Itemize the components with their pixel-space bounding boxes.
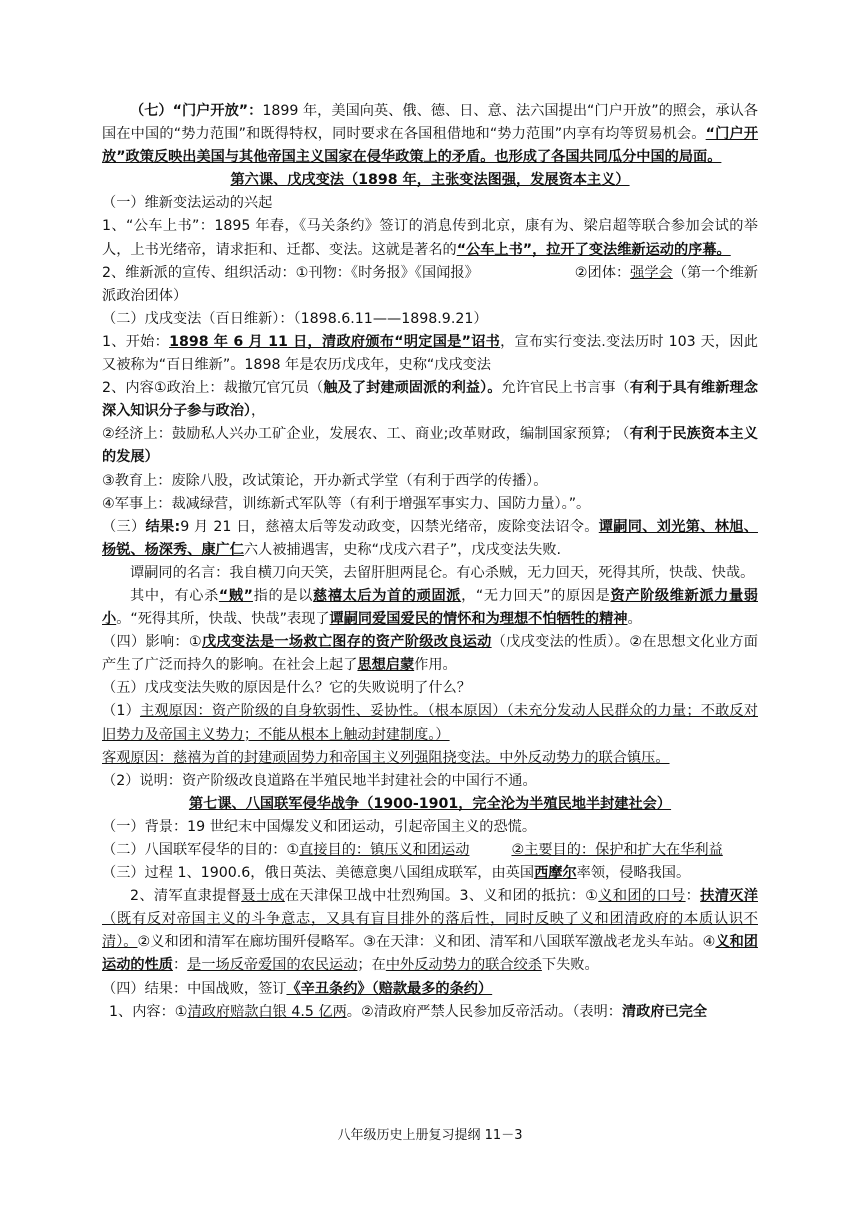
lesson-6-title: 第六课、戊戌变法（1898 年，主张变法图强，发展资本主义）: [230, 172, 630, 189]
paragraph: 1、开始：1898 年 6 月 11 日，清政府颁布“明定国是”诏书，宣布实行变法.变法历时 103 天，因此又被称为“百日维新”。1898 年是农历戊戌年，史称“戊戌变法: [102, 333, 758, 374]
section-open-door: （七）“门户开放”：1899 年，美国向英、俄、德、日、意、法六国提出“门户开放”的照会，承认各国在中国的“势力范围”和既得特权，同时要求在各国租借地和“势力范围”内享有均等贸易机会。“门户开放”政策反映出美国与其他帝国主义国家在侵华政策上的矛盾。也形成了各国共同瓜分中国的局面。: [102, 103, 759, 166]
paragraph: 其中，有心杀“贼”指的是以慈禧太后为首的顽固派，“无力回天”的原因是资产阶级维新派力量弱小。“死得其所，快哉、快哉”表现了谭嗣同爱国爱民的情怀和为理想不怕牺牲的精神。: [102, 587, 758, 628]
paragraph: ④军事上：裁减绿营，训练新式军队等（有利于增强军事实力、国防力量）。”。: [102, 495, 591, 512]
paragraph: 1、内容：①清政府赔款白银 4.5 亿两。②清政府严禁人民参加反帝活动。（表明：清政府已完全: [109, 1003, 708, 1020]
paragraph: 2、清军直隶提督聂士成在天津保卫战中壮烈殉国。3、义和团的抵抗：①义和团的口号：扶清灭洋（既有反对帝国主义的斗争意志，又具有盲目排外的落后性，同时反映了义和团清政府的本质认识不清）。②义和团和清军在廊坊围歼侵略军。③在天津：义和团、清军和八国联军激战老龙头车站。④义和团运动的性质：是一场反帝爱国的农民运动；在中外反动势力的联合绞杀下失败。: [102, 888, 758, 974]
paragraph: ③教育上：废除八股，改试策论，开办新式学堂（有利于西学的传播）。: [102, 472, 548, 489]
heading: （二）戊戌变法（百日维新）：（1898.6.11——1898.9.21）: [102, 310, 488, 327]
paragraph: （四）结果：中国战败，签订《辛丑条约》（赔款最多的条约）: [102, 980, 493, 997]
paragraph: 1、“公车上书”：1895 年春，《马关条约》签订的消息传到北京，康有为、梁启超等联合参加会试的举人，上书光绪帝，请求拒和、迁都、变法。这就是著名的“公车上书”，拉开了变法维新运动的序幕。: [102, 218, 758, 258]
heading: （一）维新变法运动的兴起: [102, 195, 273, 212]
lesson-7-title: 第七课、八国联军侵华战争（1900-1901，完全沦为半殖民地半封建社会）: [188, 795, 672, 812]
paragraph: 客观原因：慈禧为首的封建顽固势力和帝国主义列强阻挠变法。中外反动势力的联合镇压。: [102, 749, 670, 766]
paragraph: （2）说明：资产阶级改良道路在半殖民地半封建社会的中国行不通。: [102, 772, 537, 789]
paragraph: （一）背景：19 世纪末中国爆发义和团运动，引起帝国主义的恐慌。: [102, 818, 537, 835]
paragraph: （二）八国联军侵华的目的：①直接目的：镇压义和团运动 ②主要目的：保护和扩大在华利益: [102, 842, 723, 858]
paragraph: 谭嗣同的名言：我自横刀向天笑，去留肝胆两昆仑。有心杀贼，无力回天，死得其所，快哉、快哉。: [130, 564, 755, 581]
paragraph: 2、内容①政治上：裁撤冗官冗员（触及了封建顽固派的利益）。允许官民上书言事（有利于具有维新理念深入知识分子参与政治），: [102, 380, 758, 420]
page-footer: 八年级历史上册复习提纲 11－3: [337, 1128, 523, 1143]
paragraph: （四）影响：①戊戌变法是一场救亡图存的资产阶级改良运动（戊戌变法的性质）。②在思想文化业方面产生了广泛而持久的影响。在社会上起了思想启蒙作用。: [102, 634, 758, 674]
paragraph: ②经济上：鼓励私人兴办工矿企业，发展农、工、商业;改革财政，编制国家预算; （有利于民族资本主义的发展）: [102, 426, 758, 466]
paragraph: （三）结果:9 月 21 日，慈禧太后等发动政变，囚禁光绪帝，废除变法诏令。谭嗣同、刘光第、林旭、杨锐、杨深秀、康广仁六人被捕遇害，史称“戊戌六君子”，戊戌变法失败.: [102, 518, 758, 558]
paragraph: （三）过程 1、1900.6，俄日英法、美德意奥八国组成联军，由英国西摩尔率领，侵略我国。: [102, 865, 691, 882]
paragraph: （1）主观原因：资产阶级的自身软弱性、妥协性。（根本原因）（未充分发动人民群众的力量；不敢反对旧势力及帝国主义势力；不能从根本上触动封建制度。）: [102, 703, 758, 743]
page-content: [102, 100, 758, 1024]
section-label: （七）“门户开放”：: [130, 103, 263, 119]
paragraph: 2、维新派的宣传、组织活动：①刊物：《时务报》《国闻报》 ②团体：强学会（第一个维新派政治团体）: [102, 264, 758, 304]
heading: （五）戊戌变法失败的原因是什么？它的失败说明了什么？: [102, 680, 471, 697]
